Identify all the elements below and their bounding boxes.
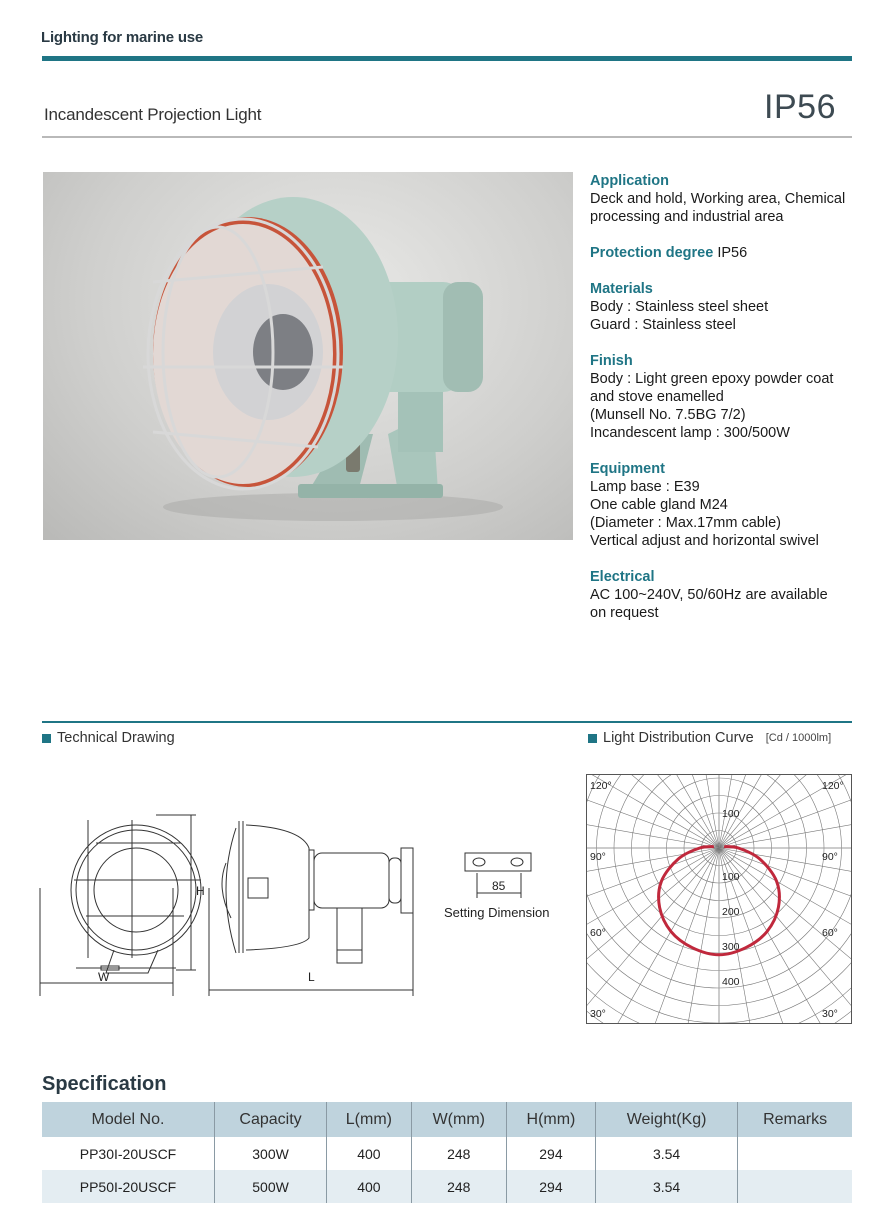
spec-application: [590, 172, 860, 226]
spec-line: Incandescent lamp : 300/500W: [590, 425, 790, 441]
spec-line: (Munsell No. 7.5BG 7/2): [590, 407, 746, 423]
cell-width: 248: [411, 1137, 506, 1170]
specification-table: [42, 1102, 852, 1203]
spec-heading: Electrical: [590, 569, 655, 585]
spec-line: Deck and hold, Working area, Chemical: [590, 191, 846, 207]
angle-label: 30°: [822, 1008, 838, 1020]
technical-drawing: [36, 808, 566, 1003]
light-curve-unit: [Cd / 1000lm]: [765, 732, 832, 744]
cell-capacity: 300W: [215, 1137, 327, 1170]
angle-label: 90°: [822, 851, 838, 863]
light-distribution-chart: [586, 774, 852, 1024]
spec-finish: [590, 352, 860, 442]
cell-length: 400: [327, 1137, 412, 1170]
height-label: H: [196, 884, 205, 898]
table-header-row: [42, 1102, 852, 1137]
column-header: L(mm): [327, 1102, 412, 1137]
polar-chart-svg: [586, 774, 852, 1024]
spec-materials: [590, 280, 860, 334]
specification-title: Specification: [42, 1073, 167, 1095]
square-bullet-icon: [588, 734, 597, 743]
radial-tick-label: 400: [722, 976, 740, 988]
column-header: Weight(Kg): [596, 1102, 738, 1137]
cell-model: PP30I-20USCF: [79, 1145, 177, 1162]
column-header: H(mm): [506, 1102, 595, 1137]
spec-line: on request: [590, 605, 659, 621]
radial-tick-label: 100: [722, 871, 740, 883]
technical-drawing-label: Technical Drawing: [57, 730, 175, 746]
length-label: L: [308, 970, 315, 984]
spec-heading: Finish: [590, 353, 633, 369]
cell-weight: 3.54: [596, 1137, 738, 1170]
spec-line: Lamp base : E39: [590, 479, 700, 495]
spec-line: Body : Stainless steel sheet: [590, 299, 769, 315]
setting-label: Setting Dimension: [444, 905, 550, 920]
radial-tick-label: 200: [722, 906, 740, 918]
spec-value: IP56: [717, 245, 748, 261]
spec-heading: Protection degree: [590, 245, 714, 261]
square-bullet-icon: [42, 734, 51, 743]
cell-weight: 3.54: [596, 1170, 738, 1203]
spec-heading: Materials: [590, 281, 653, 297]
spec-line: and stove enamelled: [590, 389, 724, 405]
spec-equipment: [590, 460, 860, 550]
spec-line: (Diameter : Max.17mm cable): [590, 515, 781, 531]
spec-heading: Application: [590, 173, 669, 189]
cell-capacity: 500W: [215, 1170, 327, 1203]
column-header: W(mm): [411, 1102, 506, 1137]
spec-line: One cable gland M24: [590, 497, 728, 513]
spec-line: Body : Light green epoxy powder coat: [590, 371, 834, 387]
projection-light-image: [43, 172, 573, 540]
angle-label: 60°: [590, 927, 606, 939]
title-divider: [42, 136, 852, 138]
spec-protection: [590, 244, 860, 262]
spec-line: AC 100~240V, 50/60Hz are available: [590, 587, 828, 603]
angle-label: 120°: [822, 780, 844, 792]
spec-line: Guard : Stainless steel: [590, 317, 736, 333]
spec-list: [590, 172, 860, 640]
table-row: [42, 1170, 852, 1203]
category-title: Lighting for marine use: [41, 29, 204, 46]
spec-line: Vertical adjust and horizontal swivel: [590, 533, 819, 549]
product-photo: [43, 172, 573, 540]
angle-label: 120°: [590, 780, 612, 792]
section-divider: [42, 721, 852, 723]
cell-remarks: [738, 1137, 852, 1170]
cell-length: 400: [327, 1170, 412, 1203]
front-view: [40, 815, 201, 996]
angle-label: 90°: [590, 851, 606, 863]
spec-line: processing and industrial area: [590, 209, 784, 225]
spec-electrical: [590, 568, 860, 622]
radial-tick-label: 100: [722, 808, 740, 820]
ip-rating: IP56: [764, 88, 836, 126]
technical-drawing-heading: [42, 730, 175, 746]
angle-label: 30°: [590, 1008, 606, 1020]
header-divider: [42, 56, 852, 61]
column-header: Remarks: [738, 1102, 852, 1137]
angle-label: 60°: [822, 927, 838, 939]
light-curve-heading: [588, 730, 831, 746]
radial-tick-label: 300: [722, 941, 740, 953]
table-row: [42, 1137, 852, 1170]
product-title: Incandescent Projection Light: [44, 105, 262, 124]
width-label: W: [98, 970, 110, 984]
cell-model: PP50I-20USCF: [42, 1170, 215, 1203]
spec-heading: Equipment: [590, 461, 665, 477]
cell-width: 248: [411, 1170, 506, 1203]
column-header: Model No.: [42, 1102, 215, 1137]
cell-height: 294: [506, 1137, 595, 1170]
cell-height: 294: [506, 1170, 595, 1203]
light-curve-label: Light Distribution Curve: [603, 730, 754, 746]
cell-remarks: [738, 1170, 852, 1203]
setting-value: 85: [492, 879, 506, 893]
column-header: Capacity: [215, 1102, 327, 1137]
technical-drawing-svg: [36, 808, 566, 1003]
